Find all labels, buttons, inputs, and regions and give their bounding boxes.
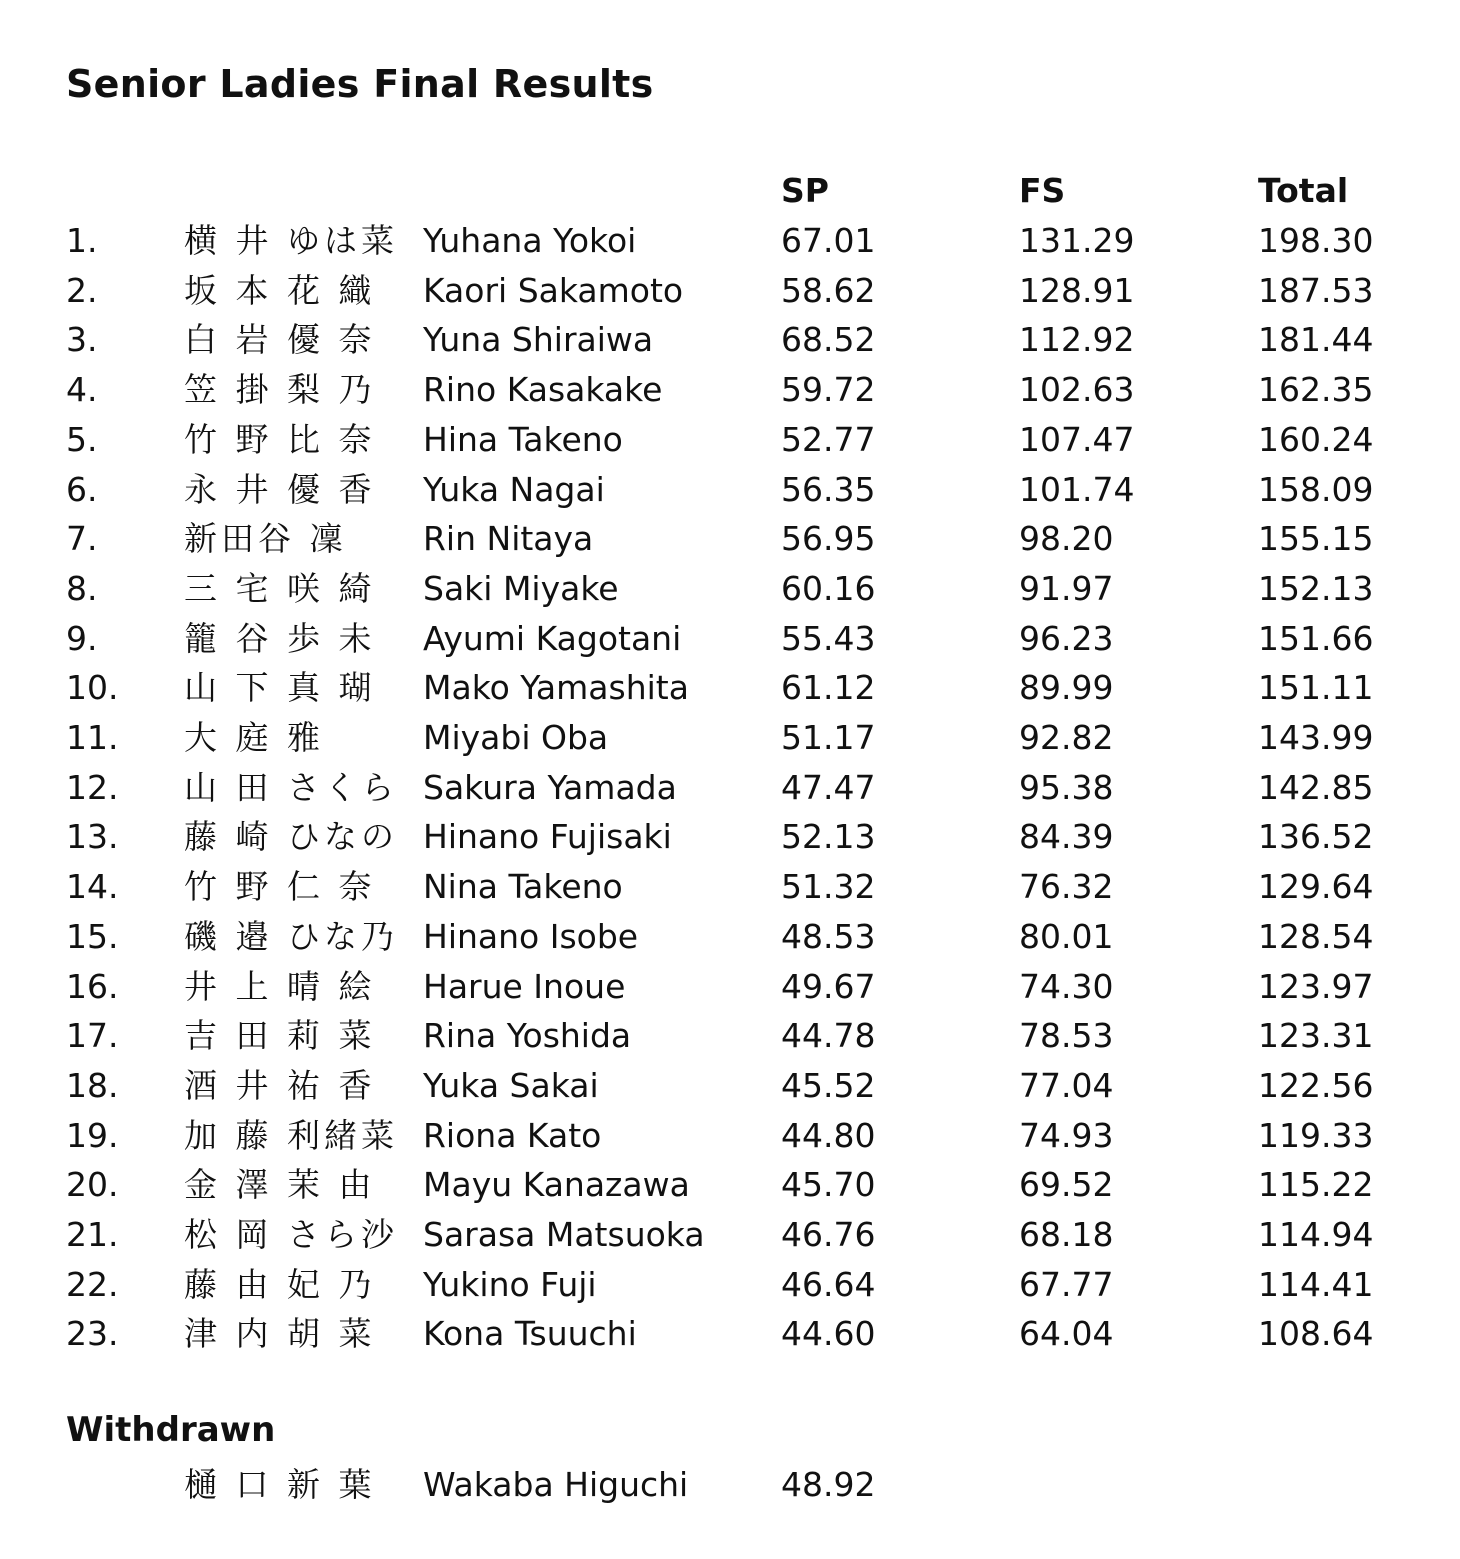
japanese-name-cell: 竹 野 仁 奈 (184, 867, 376, 906)
fs-score-cell: 112.92 (1019, 320, 1135, 359)
skater-name-cell: Kona Tsuuchi (423, 1314, 637, 1353)
sp-score-cell: 59.72 (781, 370, 876, 409)
total-score-cell: 162.35 (1258, 370, 1374, 409)
skater-name-cell: Kaori Sakamoto (423, 271, 684, 310)
rank-cell: 18. (66, 1066, 119, 1105)
skater-name-cell: Miyabi Oba (423, 718, 609, 757)
rank-cell: 23. (66, 1314, 119, 1353)
skater-name-cell: Sarasa Matsuoka (423, 1215, 705, 1254)
total-score-cell: 187.53 (1258, 271, 1374, 310)
sp-score-cell: 52.77 (781, 420, 876, 459)
table-row (0, 465, 1460, 515)
japanese-name-cell: 酒 井 祐 香 (184, 1066, 376, 1105)
fs-score-cell: 101.74 (1019, 470, 1135, 509)
japanese-name-cell: 藤 由 妃 乃 (184, 1265, 376, 1304)
skater-name-cell: Ayumi Kagotani (423, 619, 682, 658)
table-row (0, 763, 1460, 813)
total-score-cell: 119.33 (1258, 1116, 1374, 1155)
sp-score-cell: 67.01 (781, 221, 876, 260)
table-row (0, 514, 1460, 564)
sp-score-cell: 61.12 (781, 668, 876, 707)
rank-cell: 3. (66, 320, 98, 359)
sp-score-cell: 51.32 (781, 867, 876, 906)
skater-name-cell: Riona Kato (423, 1116, 602, 1155)
fs-score-cell: 64.04 (1019, 1314, 1114, 1353)
japanese-name-cell: 三 宅 咲 綺 (184, 569, 376, 608)
japanese-name-cell: 大 庭 雅 (184, 718, 324, 757)
fs-score-cell: 128.91 (1019, 271, 1135, 310)
total-score-cell: 114.41 (1258, 1265, 1374, 1304)
header-fs: FS (1019, 171, 1066, 210)
fs-score-cell: 91.97 (1019, 569, 1114, 608)
rank-cell: 17. (66, 1016, 119, 1055)
sp-score-cell: 46.64 (781, 1265, 876, 1304)
rank-cell: 22. (66, 1265, 119, 1304)
sp-score-cell: 58.62 (781, 271, 876, 310)
table-row (0, 1210, 1460, 1260)
fs-score-cell: 89.99 (1019, 668, 1114, 707)
total-score-cell: 152.13 (1258, 569, 1374, 608)
table-row (0, 862, 1460, 912)
skater-name-cell: Hinano Fujisaki (423, 817, 672, 856)
skater-name-cell: Yuna Shiraiwa (423, 320, 654, 359)
japanese-name-cell: 藤 崎 ひなの (184, 817, 398, 856)
fs-score-cell: 69.52 (1019, 1165, 1114, 1204)
total-score-cell: 122.56 (1258, 1066, 1374, 1105)
skater-name-cell: Saki Miyake (423, 569, 619, 608)
japanese-name-cell: 白 岩 優 奈 (184, 320, 376, 359)
rank-cell: 7. (66, 519, 98, 558)
sp-score-cell: 56.95 (781, 519, 876, 558)
total-score-cell: 136.52 (1258, 817, 1374, 856)
japanese-name-cell: 永 井 優 香 (184, 470, 376, 509)
fs-score-cell: 67.77 (1019, 1265, 1114, 1304)
fs-score-cell: 107.47 (1019, 420, 1135, 459)
skater-name-cell: Wakaba Higuchi (423, 1465, 689, 1504)
skater-name-cell: Nina Takeno (423, 867, 623, 906)
table-row (0, 1111, 1460, 1161)
fs-score-cell: 102.63 (1019, 370, 1135, 409)
japanese-name-cell: 山 下 真 瑚 (184, 668, 376, 707)
table-row (0, 614, 1460, 664)
rank-cell: 21. (66, 1215, 119, 1254)
header-total: Total (1258, 171, 1349, 210)
sp-score-cell: 44.78 (781, 1016, 876, 1055)
fs-score-cell: 77.04 (1019, 1066, 1114, 1105)
rank-cell: 4. (66, 370, 98, 409)
japanese-name-cell: 山 田 さくら (184, 768, 398, 807)
total-score-cell: 123.31 (1258, 1016, 1374, 1055)
total-score-cell: 160.24 (1258, 420, 1374, 459)
total-score-cell: 123.97 (1258, 967, 1374, 1006)
total-score-cell: 151.66 (1258, 619, 1374, 658)
rank-cell: 13. (66, 817, 119, 856)
sp-score-cell: 60.16 (781, 569, 876, 608)
total-score-cell: 128.54 (1258, 917, 1374, 956)
sp-score-cell: 49.67 (781, 967, 876, 1006)
rank-cell: 6. (66, 470, 98, 509)
total-score-cell: 158.09 (1258, 470, 1374, 509)
rank-cell: 8. (66, 569, 98, 608)
page-title: Senior Ladies Final Results (66, 62, 654, 106)
japanese-name-cell: 竹 野 比 奈 (184, 420, 376, 459)
skater-name-cell: Sakura Yamada (423, 768, 677, 807)
table-row (0, 962, 1460, 1012)
sp-score-cell: 56.35 (781, 470, 876, 509)
sp-score-cell: 48.92 (781, 1465, 876, 1504)
sp-score-cell: 45.52 (781, 1066, 876, 1105)
table-row (0, 415, 1460, 465)
fs-score-cell: 80.01 (1019, 917, 1114, 956)
sp-score-cell: 47.47 (781, 768, 876, 807)
rank-cell: 14. (66, 867, 119, 906)
table-row (0, 315, 1460, 365)
table-row (0, 912, 1460, 962)
skater-name-cell: Yuka Nagai (423, 470, 605, 509)
rank-cell: 10. (66, 668, 119, 707)
total-score-cell: 181.44 (1258, 320, 1374, 359)
fs-score-cell: 98.20 (1019, 519, 1114, 558)
fs-score-cell: 74.30 (1019, 967, 1114, 1006)
fs-score-cell: 84.39 (1019, 817, 1114, 856)
sp-score-cell: 51.17 (781, 718, 876, 757)
sp-score-cell: 44.60 (781, 1314, 876, 1353)
fs-score-cell: 131.29 (1019, 221, 1135, 260)
rank-cell: 19. (66, 1116, 119, 1155)
rank-cell: 15. (66, 917, 119, 956)
sp-score-cell: 45.70 (781, 1165, 876, 1204)
fs-score-cell: 96.23 (1019, 619, 1114, 658)
total-score-cell: 108.64 (1258, 1314, 1374, 1353)
skater-name-cell: Yuka Sakai (423, 1066, 599, 1105)
japanese-name-cell: 金 澤 茉 由 (184, 1165, 376, 1204)
rank-cell: 20. (66, 1165, 119, 1204)
skater-name-cell: Mayu Kanazawa (423, 1165, 690, 1204)
skater-name-cell: Yukino Fuji (423, 1265, 597, 1304)
skater-name-cell: Rina Yoshida (423, 1016, 632, 1055)
table-header (0, 166, 1460, 216)
skater-name-cell: Rino Kasakake (423, 370, 663, 409)
total-score-cell: 198.30 (1258, 221, 1374, 260)
table-row (0, 365, 1460, 415)
japanese-name-cell: 樋 口 新 葉 (184, 1465, 376, 1504)
fs-score-cell: 74.93 (1019, 1116, 1114, 1155)
table-row (0, 1309, 1460, 1359)
rank-cell: 2. (66, 271, 98, 310)
table-row (0, 266, 1460, 316)
fs-score-cell: 95.38 (1019, 768, 1114, 807)
fs-score-cell: 78.53 (1019, 1016, 1114, 1055)
rank-cell: 5. (66, 420, 98, 459)
fs-score-cell: 68.18 (1019, 1215, 1114, 1254)
total-score-cell: 155.15 (1258, 519, 1374, 558)
table-row (0, 1061, 1460, 1111)
japanese-name-cell: 井 上 晴 絵 (184, 967, 376, 1006)
table-row (0, 1260, 1460, 1310)
withdrawn-heading: Withdrawn (66, 1410, 276, 1450)
japanese-name-cell: 磯 邉 ひな乃 (184, 917, 398, 956)
japanese-name-cell: 津 内 胡 菜 (184, 1314, 376, 1353)
total-score-cell: 129.64 (1258, 867, 1374, 906)
sp-score-cell: 52.13 (781, 817, 876, 856)
total-score-cell: 142.85 (1258, 768, 1374, 807)
skater-name-cell: Mako Yamashita (423, 668, 689, 707)
japanese-name-cell: 吉 田 莉 菜 (184, 1016, 376, 1055)
sp-score-cell: 48.53 (781, 917, 876, 956)
japanese-name-cell: 新田谷 凜 (184, 519, 347, 558)
rank-cell: 11. (66, 718, 119, 757)
fs-score-cell: 92.82 (1019, 718, 1114, 757)
japanese-name-cell: 坂 本 花 織 (184, 271, 376, 310)
total-score-cell: 143.99 (1258, 718, 1374, 757)
table-row (0, 216, 1460, 266)
rank-cell: 16. (66, 967, 119, 1006)
total-score-cell: 114.94 (1258, 1215, 1374, 1254)
total-score-cell: 151.11 (1258, 668, 1374, 707)
total-score-cell: 115.22 (1258, 1165, 1374, 1204)
table-row (0, 663, 1460, 713)
rank-cell: 1. (66, 221, 98, 260)
japanese-name-cell: 籠 谷 歩 未 (184, 619, 376, 658)
skater-name-cell: Yuhana Yokoi (423, 221, 637, 260)
sp-score-cell: 68.52 (781, 320, 876, 359)
japanese-name-cell: 横 井 ゆは菜 (184, 221, 398, 260)
header-sp: SP (781, 171, 829, 210)
sp-score-cell: 55.43 (781, 619, 876, 658)
japanese-name-cell: 松 岡 さら沙 (184, 1215, 398, 1254)
rank-cell: 9. (66, 619, 98, 658)
sp-score-cell: 44.80 (781, 1116, 876, 1155)
japanese-name-cell: 加 藤 利緒菜 (184, 1116, 398, 1155)
skater-name-cell: Rin Nitaya (423, 519, 594, 558)
withdrawn-row (0, 1460, 1460, 1510)
table-row (0, 564, 1460, 614)
table-row (0, 713, 1460, 763)
rank-cell: 12. (66, 768, 119, 807)
fs-score-cell: 76.32 (1019, 867, 1114, 906)
japanese-name-cell: 笠 掛 梨 乃 (184, 370, 376, 409)
skater-name-cell: Hinano Isobe (423, 917, 639, 956)
sp-score-cell: 46.76 (781, 1215, 876, 1254)
table-row (0, 1160, 1460, 1210)
table-row (0, 812, 1460, 862)
table-row (0, 1011, 1460, 1061)
skater-name-cell: Hina Takeno (423, 420, 623, 459)
skater-name-cell: Harue Inoue (423, 967, 626, 1006)
